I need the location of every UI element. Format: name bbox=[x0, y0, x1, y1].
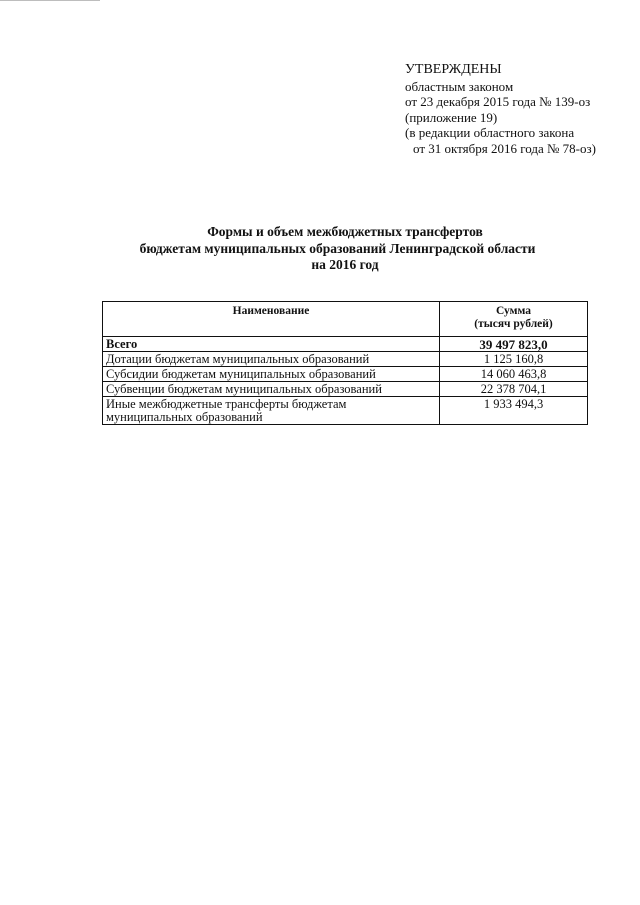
approval-stamp bbox=[405, 62, 596, 156]
row-name: Субсидии бюджетам муниципальных образований bbox=[103, 367, 440, 382]
column-header-amount bbox=[440, 302, 588, 337]
table-row bbox=[103, 382, 588, 397]
column-header-amount-label: Сумма bbox=[496, 305, 531, 317]
row-name: Дотации бюджетам муниципальных образований bbox=[103, 352, 440, 367]
column-header-amount-unit: (тысяч рублей) bbox=[474, 318, 553, 330]
title-line-1: Формы и объем межбюджетных трансфертов bbox=[207, 224, 483, 239]
title-line-3: на 2016 год bbox=[311, 257, 379, 272]
row-amount: 14 060 463,8 bbox=[440, 367, 588, 382]
law-reference: от 23 декабря 2015 года № 139-оз bbox=[405, 94, 591, 109]
appendix-number: (приложение 19) bbox=[405, 109, 498, 125]
title-line-2: бюджетам муниципальных образований Ленинградской области bbox=[139, 240, 536, 256]
table-row bbox=[103, 367, 588, 382]
table-header-row bbox=[103, 302, 588, 337]
total-amount: 39 497 823,0 bbox=[440, 337, 588, 352]
row-name: Субвенции бюджетам муниципальных образований bbox=[103, 382, 440, 397]
row-amount: 1 933 494,3 bbox=[440, 397, 588, 425]
approved-by-law: областным законом bbox=[405, 78, 514, 94]
document-title bbox=[0, 224, 640, 274]
transfers-table bbox=[102, 301, 588, 425]
column-header-name: Наименование bbox=[103, 302, 440, 337]
scan-edge-line bbox=[0, 0, 100, 1]
edition-reference: от 31 октября 2016 года № 78-оз) bbox=[413, 140, 596, 156]
table-row bbox=[103, 397, 588, 425]
table-row bbox=[103, 352, 588, 367]
edition-note: (в редакции областного закона bbox=[405, 125, 575, 140]
row-amount: 22 378 704,1 bbox=[440, 382, 588, 397]
approved-heading: УТВЕРЖДЕНЫ bbox=[405, 62, 502, 77]
row-amount: 1 125 160,8 bbox=[440, 352, 588, 367]
row-name: Иные межбюджетные трансферты бюджетам муниципальных образований bbox=[103, 397, 440, 425]
table-row-total bbox=[103, 337, 588, 352]
total-label: Всего bbox=[103, 337, 440, 352]
